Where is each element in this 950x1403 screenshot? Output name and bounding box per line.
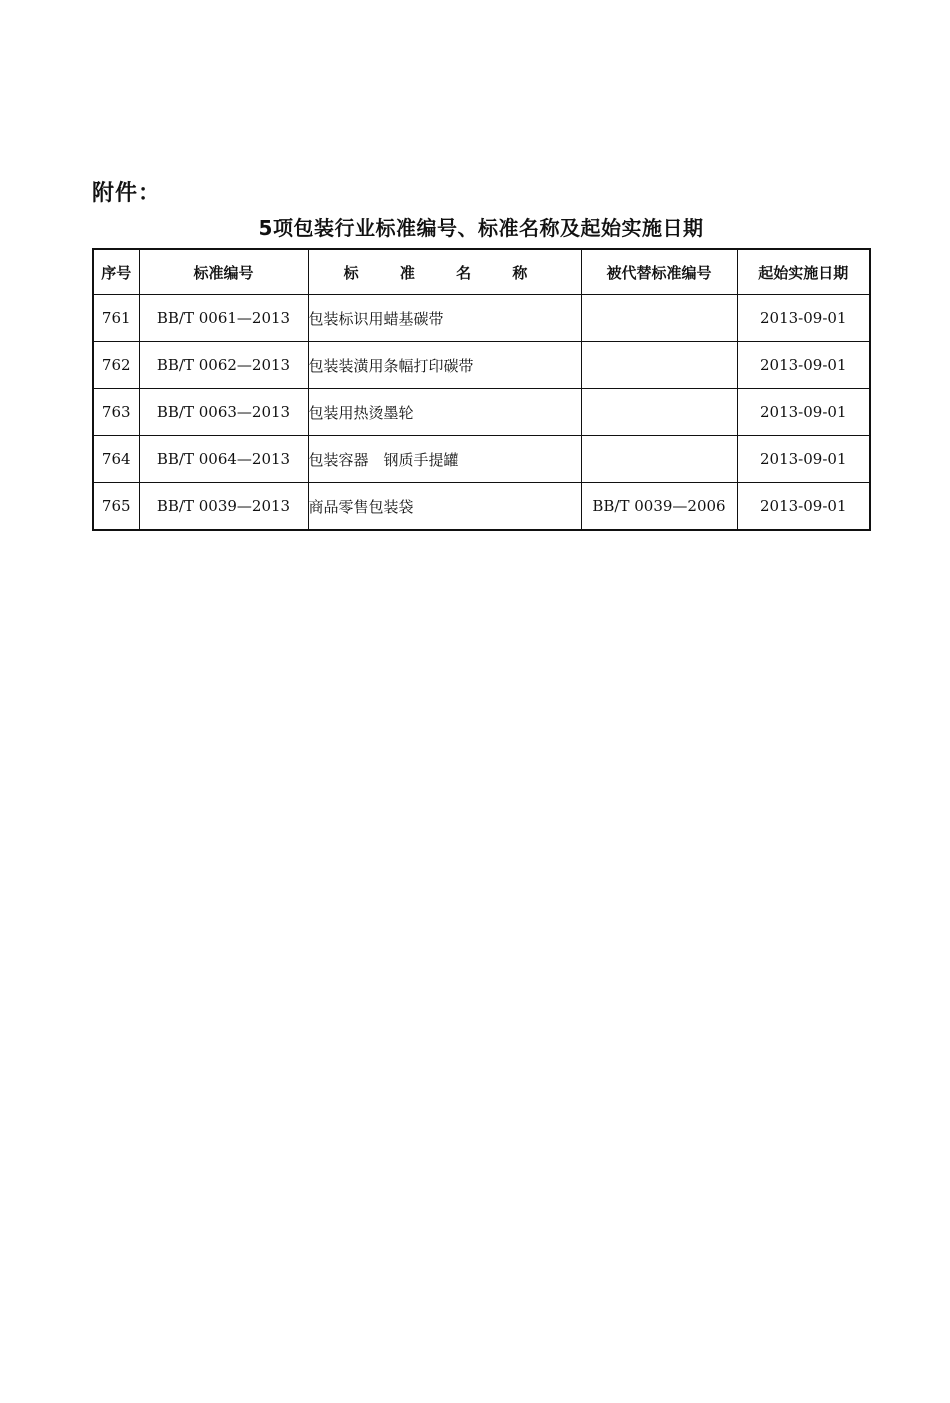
table-row [93,342,870,389]
header-replaced: 被代替标准编号 [581,249,737,295]
cell-code: BB/T 0063—2013 [139,389,308,436]
cell-name: 商品零售包装袋 [308,483,581,531]
document-title: 5项包装行业标准编号、标准名称及起始实施日期 [258,216,704,240]
cell-name: 包装装潢用条幅打印碳带 [308,342,581,389]
cell-seq: 765 [93,483,139,531]
cell-date: 2013-09-01 [737,389,870,436]
cell-name: 包装用热烫墨轮 [308,389,581,436]
cell-date: 2013-09-01 [737,295,870,342]
header-seq: 序号 [93,249,139,295]
standards-table [92,248,871,531]
header-date: 起始实施日期 [737,249,870,295]
table-row [93,295,870,342]
cell-code: BB/T 0064—2013 [139,436,308,483]
cell-code: BB/T 0039—2013 [139,483,308,531]
table-row [93,483,870,531]
cell-replaced: BB/T 0039—2006 [581,483,737,531]
cell-code: BB/T 0062—2013 [139,342,308,389]
table-header-row [93,249,870,295]
cell-name: 包装标识用蜡基碳带 [308,295,581,342]
cell-date: 2013-09-01 [737,483,870,531]
cell-replaced [581,436,737,483]
cell-code: BB/T 0061—2013 [139,295,308,342]
cell-seq: 761 [93,295,139,342]
table-row [93,436,870,483]
header-code: 标准编号 [139,249,308,295]
cell-seq: 762 [93,342,139,389]
cell-seq: 764 [93,436,139,483]
cell-seq: 763 [93,389,139,436]
cell-replaced [581,295,737,342]
cell-replaced [581,389,737,436]
cell-date: 2013-09-01 [737,342,870,389]
table-row [93,389,870,436]
header-name: 标 准 名 称 [308,249,581,295]
cell-name: 包装容器 钢质手提罐 [308,436,581,483]
cell-date: 2013-09-01 [737,436,870,483]
attachment-label: 附件： [92,181,162,206]
cell-replaced [581,342,737,389]
